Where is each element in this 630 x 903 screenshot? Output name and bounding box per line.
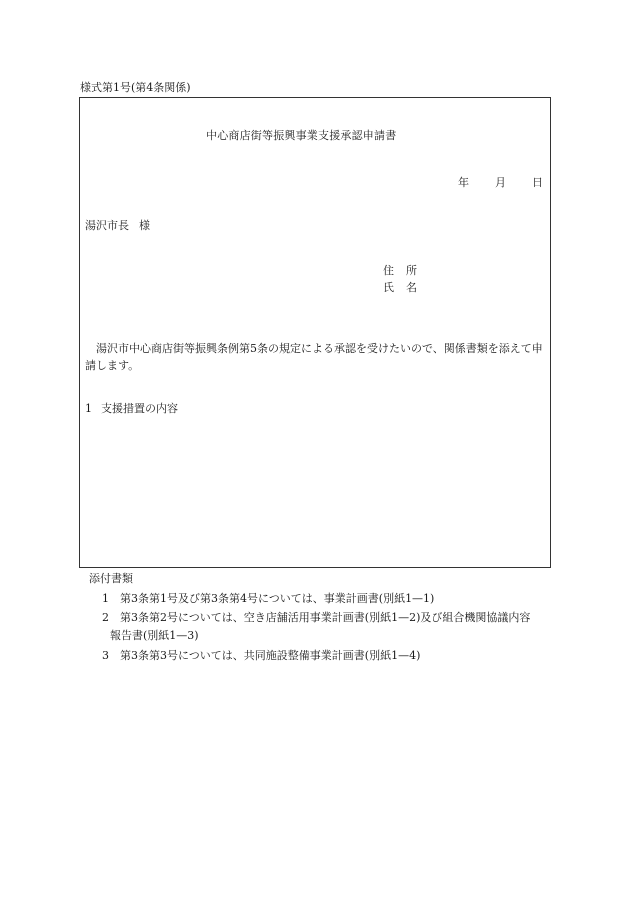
applicant-address-label: 住所 <box>383 264 429 277</box>
date-month-label: 月 <box>495 176 506 189</box>
application-statement: 湯沢市中心商店街等振興条例第5条の規定による承認を受けたいので、関係書類を添えて申請します。 <box>85 342 543 372</box>
date-year-label: 年 <box>458 176 469 189</box>
attachment-text-continuation: 報告書(別紙1—3) <box>110 629 199 642</box>
attachment-item <box>102 647 552 665</box>
section-number: 1 <box>85 402 92 415</box>
section-support-measures <box>85 403 178 414</box>
attachment-text: 第3条第3号については、共同施設整備事業計画書(別紙1—4) <box>120 649 421 662</box>
addressee <box>85 220 150 231</box>
applicant-name-label: 氏名 <box>383 281 429 294</box>
attachment-number: 2 <box>102 611 109 624</box>
addressee-name: 湯沢市長 <box>85 219 129 232</box>
form-box <box>79 97 551 568</box>
document-title: 中心商店街等振興事業支援承認申請書 <box>206 129 397 142</box>
attachment-number: 3 <box>102 649 109 662</box>
attachment-text: 第3条第1号及び第3条第4号については、事業計画書(別紙1—1) <box>120 592 435 605</box>
attachment-number: 1 <box>102 592 109 605</box>
attachment-item <box>102 590 552 608</box>
date-day-label: 日 <box>532 176 543 189</box>
attachment-text: 第3条第2号については、空き店舗活用事業計画書(別紙1—2)及び組合機関協議内容 <box>120 611 531 624</box>
date-line <box>458 177 543 188</box>
form-number: 様式第1号(第4条関係) <box>80 81 191 94</box>
section-label: 支援措置の内容 <box>101 402 178 415</box>
attachment-item <box>102 609 552 645</box>
attachments-heading: 添付書類 <box>89 572 133 585</box>
addressee-honorific: 様 <box>139 219 150 232</box>
